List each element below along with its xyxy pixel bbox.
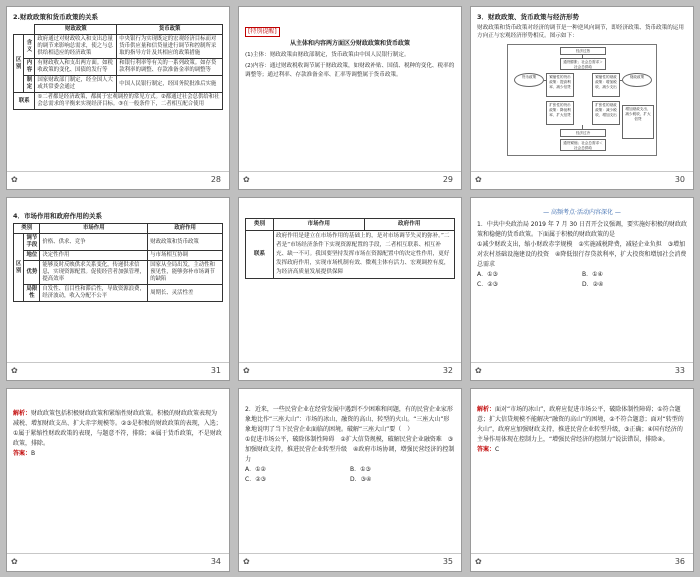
slide-32[interactable] <box>238 197 462 381</box>
node-deflation: 通货紧缩；社会总需求＜社会总供给 <box>560 139 606 151</box>
star-icon: ✿ <box>243 366 250 375</box>
page-number: 35 <box>442 557 453 566</box>
explanation <box>477 405 687 445</box>
label-distinguish: 区别 <box>14 234 24 302</box>
header-government: 政府作用 <box>364 219 455 231</box>
explanation-label: 解析： <box>477 406 496 413</box>
node-loose-monetary: 扩张性的货币政策：降低利率、扩大信贷 <box>546 101 574 125</box>
slide-footer <box>7 362 229 380</box>
row-label: 优势 <box>24 261 40 285</box>
question-items: ①促进市场公平，破除体制性障碍 ②扩大信贷规模，破解民营企业融资难 ③加强财政支持，推进民营企业转型升级 ④政府市场协调，增强民营经济的控制力 <box>245 436 455 463</box>
slide-34[interactable] <box>6 388 230 572</box>
page-number: 32 <box>442 366 453 375</box>
answer <box>477 445 687 455</box>
cell-meaning-monetary: 中央银行为实现既定的宏观经济目标而对货币供应量和信贷量进行调节和控制所采取的指导方针及其相应的政策措施 <box>117 35 223 59</box>
label-link: 联系 <box>246 231 274 279</box>
answer-label: 答案： <box>13 450 32 457</box>
answer <box>13 449 223 459</box>
answer-options <box>477 270 687 280</box>
cell-subject-fiscal: 国家财政部门制定，经全国人大或其常委会通过 <box>35 76 117 93</box>
option-a[interactable]: A．①② <box>245 466 266 473</box>
star-icon: ✿ <box>11 175 18 184</box>
cell-content-monetary: 和银行利率等有关的一系列政策。如存贷款利率的调整、存款准备金率的调整等 <box>117 59 223 76</box>
node-cold: 经济过冷 <box>560 129 606 137</box>
slide-footer <box>239 362 461 380</box>
cell-market: 能够及时反映供求关系变化，传递供求信息，实现资源配置。促使经营者加强管理，提高效率 <box>40 261 148 285</box>
page-number: 34 <box>210 557 221 566</box>
option-d[interactable]: D．②④ <box>582 281 604 288</box>
node-tight-fiscal: 紧缩性的财政政策：增加税收、减少支出 <box>592 73 620 97</box>
question-items: ①减少财政支出，缩小财政赤字规模 ②实施减税降费，减轻企业负担 ③增加对农村基础设施建设的投资 ④降低银行存贷款利率，扩大投资和增加社会消费总需求 <box>477 241 687 268</box>
star-icon: ✿ <box>243 175 250 184</box>
question-stem: 2．近来，一些民营企业在经营发展中遇到不少困难和问题，有的民营企业家形象地比作“三座大山”：市场的冰山、融资的高山、转型的火山。“三座大山”形象地说明了当下民营企业面临的困境。破解“三座大山”要（ ） <box>245 406 453 433</box>
slide-footer <box>239 553 461 571</box>
explanation-label: 解析： <box>13 410 32 417</box>
policy-diagram <box>507 44 657 156</box>
explanation-text: 财政政策包括积极财政政策和紧缩性财政政策。积极的财政政策表现为减税、增加财政支出、扩大赤字规模等。②③是积极的财政政策的表现，入选；①属于紧缩性财政政策的表现，与题意不符，排除；④属于货币政策，不是财政政策，排除。 <box>13 410 222 447</box>
page-number: 36 <box>674 557 685 566</box>
answer-label: 答案： <box>477 446 496 453</box>
slide-footer <box>471 362 693 380</box>
answer-value: C <box>495 446 500 453</box>
option-c[interactable]: C．②③ <box>477 281 498 288</box>
row-label: 调节手段 <box>24 234 40 251</box>
star-icon: ✿ <box>11 366 18 375</box>
label-distinguish: 区别 <box>14 35 24 93</box>
connector <box>620 80 622 81</box>
policy-comparison-table <box>13 24 223 110</box>
header-type: 类别 <box>14 224 40 234</box>
cell-market: 价格、供求、竞争 <box>40 234 148 251</box>
cell-link: ①二者都是经济政策，都属于宏观调控的常见方式。②都通过社会总供给和社会总需求的平衡来实现经济目标。③在一般条件下，二者相互配合使用 <box>35 93 223 110</box>
label-subject: 制定 <box>24 76 35 93</box>
node-loose-fiscal: 扩张性的财政政策：减少税收、增加支出 <box>592 101 620 125</box>
connector <box>582 55 583 58</box>
node-inflation: 通货膨胀；社会总需求＞社会总供给 <box>560 58 606 70</box>
slide-footer <box>7 553 229 571</box>
connector <box>582 125 583 129</box>
star-icon: ✿ <box>475 557 482 566</box>
slide-footer <box>239 171 461 189</box>
connector <box>544 80 546 81</box>
section-banner: — 高频考点·活动内容深化 — <box>543 209 621 216</box>
slide-footer <box>7 171 229 189</box>
paragraph-subject: (1)主体：财政政策由财政部制定，货币政策由中国人民银行制定。 <box>245 52 410 58</box>
option-c[interactable]: C．②③ <box>245 476 266 483</box>
row-label: 地位 <box>24 251 40 261</box>
slide-footer <box>471 553 693 571</box>
header-monetary: 货币政策 <box>117 25 223 35</box>
cell-government: 周期长、灵活性差 <box>148 285 223 302</box>
page-number: 31 <box>210 366 221 375</box>
cell-subject-monetary: 中国人民银行制定，经国务院批准后实施 <box>117 76 223 93</box>
slide-title: 2.财政政策和货币政策的关系 <box>13 13 98 21</box>
answer-options <box>477 280 687 290</box>
slide-title: 4．市场作用和政府作用的关系 <box>13 212 103 220</box>
header-market: 市场作用 <box>40 224 148 234</box>
option-a[interactable]: A．①③ <box>477 271 498 278</box>
link-table <box>245 218 455 279</box>
star-icon: ✿ <box>243 557 250 566</box>
row-label: 局限性 <box>24 285 40 302</box>
node-overheat: 经济过热 <box>560 47 606 55</box>
special-reminder-tag: [特别提醒] <box>245 27 280 37</box>
cell-market: 自发性、盲目性和滞后性，导致资源浪费，经济波动，收入分配不公平 <box>40 285 148 302</box>
star-icon: ✿ <box>475 175 482 184</box>
slide-footer <box>471 171 693 189</box>
slide-30[interactable] <box>470 6 694 190</box>
paragraph-content: (2)内容：通过财政税收调节属于财政政策，如财政补贴、国债、税种的变化、税率的调整等；通过利率、存款准备金率、汇率等调整属于货币政策。 <box>245 63 455 78</box>
page-number: 29 <box>442 175 453 184</box>
intro-text: 财政政策和货币政策对经济的调节是一种逆风向调节，即经济政策、货币政策的运用方向正与宏观经济形势相反。图示如下： <box>477 25 684 39</box>
cell-government: 国家从全局出发，主动性和预见性，能够弥补市场调节的缺陷 <box>148 261 223 285</box>
header-type: 类别 <box>246 219 274 231</box>
cell-link: 政府作用是建立在市场作用的基础上的，是对市场调节失灵的弥补。”二者是“市场经济条件下实现资源配置的手段，二者相互联系、相互补充、缺一不可。我国要坚持发挥市场在资源配置中的决定性作用，更好发挥政府作用，实现市场机制有效、微观主体有活力、宏观调控有度，为经济高质量发展提供保障 <box>274 231 455 279</box>
header-market: 市场作用 <box>274 219 365 231</box>
slide-33[interactable] <box>470 197 694 381</box>
node-monetary: 货币政策 <box>514 73 544 87</box>
label-link: 联系 <box>14 93 35 110</box>
answer-options <box>245 475 455 485</box>
star-icon: ✿ <box>475 366 482 375</box>
answer-value: B <box>31 450 36 457</box>
page-number: 28 <box>210 175 221 184</box>
cell-content-fiscal: 有财政收入和支出两方面。如税收政策的变化、国债的发行等 <box>35 59 117 76</box>
cell-government: 与市场相互协调 <box>148 251 223 261</box>
slide-28[interactable] <box>6 6 230 190</box>
option-b[interactable]: B．①④ <box>582 271 603 278</box>
option-b[interactable]: B．①③ <box>350 466 371 473</box>
cell-government: 财政政策和货币政策 <box>148 234 223 251</box>
header-fiscal: 财政政策 <box>35 25 117 35</box>
explanation <box>13 409 223 449</box>
label-content: 内容 <box>24 59 35 76</box>
question-stem: 1．中共中央政治局 2019 年 7 月 30 日召开会议强调，要实施好积极的财政政策和稳健的货币政策。下面属于积极的财政政策的是 <box>477 221 687 238</box>
slide-29[interactable] <box>238 6 462 190</box>
slide-heading: 从主体和内容两方面区分财政政策和货币政策 <box>289 40 410 47</box>
header-government: 政府作用 <box>148 224 223 234</box>
star-icon: ✿ <box>11 557 18 566</box>
page-number: 30 <box>674 175 685 184</box>
market-government-table <box>13 223 223 302</box>
page-number: 33 <box>674 366 685 375</box>
cell-market: 决定性作用 <box>40 251 148 261</box>
node-note: 增加财政支出、减少税收、扩大信贷 <box>622 105 654 139</box>
slide-36[interactable] <box>470 388 694 572</box>
slide-31[interactable] <box>6 197 230 381</box>
node-tight-monetary: 紧缩性的货币政策：提高利率、减少信贷 <box>546 73 574 97</box>
explanation-text: 面对“市场的冰山”，政府应促进市场公平，破除体制性障碍；①符合题意；扩大信贷规模不能解决“融资的高山”的困境，②不符合题意；面对“转型的火山”，政府应加强财政支持，推进民营企业转型升级，③正确；④国有经济的主导作用体现在控制力上，“增强民营经济的控制力”说法错误，排除④。 <box>477 406 684 443</box>
slide-35[interactable] <box>238 388 462 572</box>
label-meaning: 含义 <box>24 35 35 59</box>
slide-title: 3．财政政策、货币政策与经济形势 <box>477 13 580 21</box>
option-d[interactable]: D．③④ <box>350 476 372 483</box>
node-fiscal: 财政政策 <box>622 73 652 87</box>
answer-options <box>245 465 455 475</box>
cell-meaning-fiscal: 政府通过对财政收入和支出总量的调节来影响总需求，使之与总供给相适应的经济政策 <box>35 35 117 59</box>
